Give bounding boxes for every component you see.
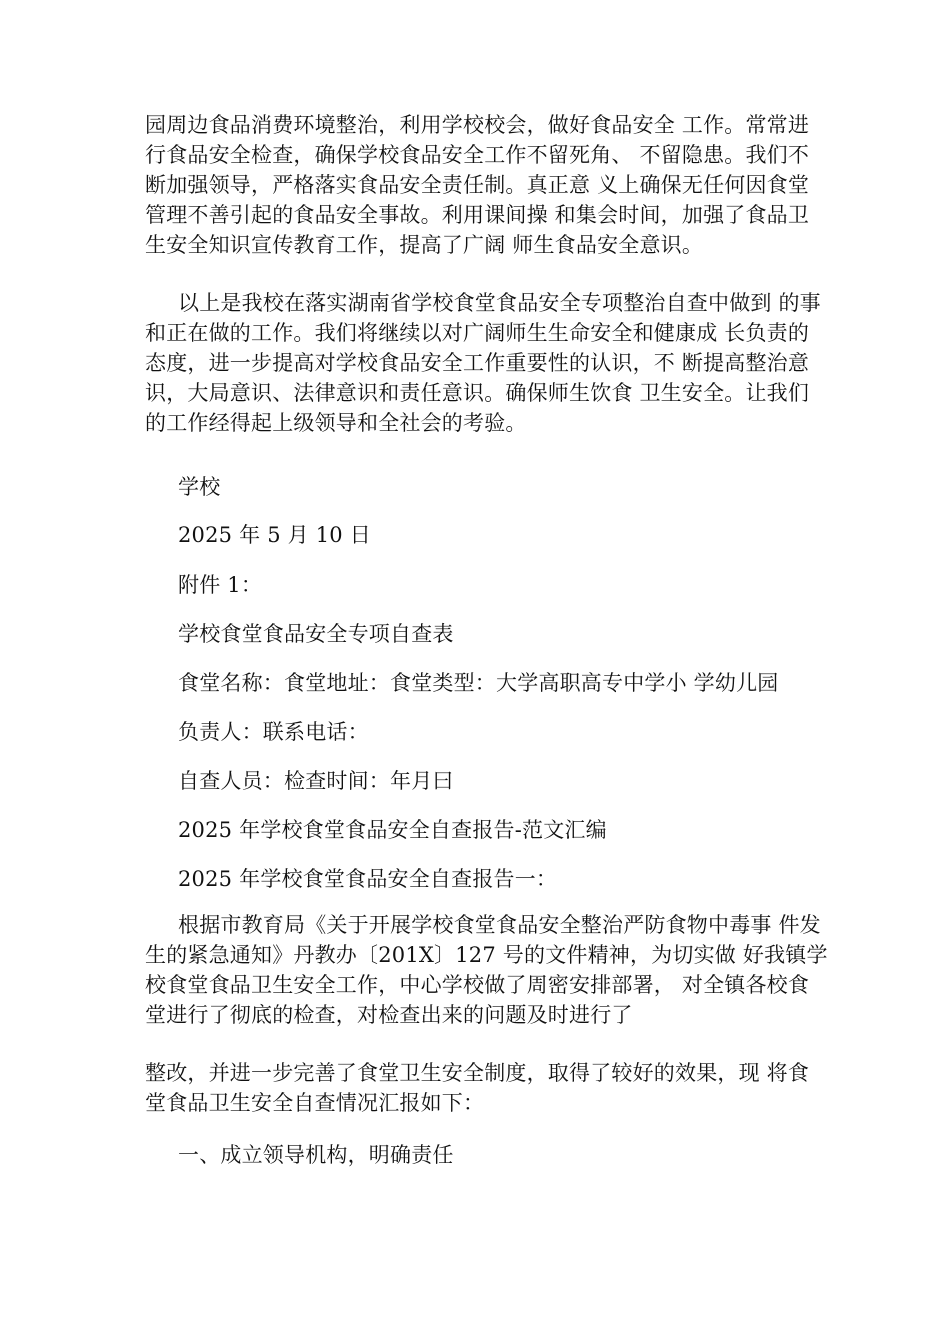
text-line: 的工作经得起上级领导和全社会的考验。 [145, 411, 527, 435]
body-paragraph [145, 288, 825, 438]
section-heading [178, 1140, 858, 1170]
text-line: 堂进行了彻底的检查，对检查出来的问题及时进行了 [145, 1003, 633, 1027]
attachment-title [178, 619, 858, 649]
body-paragraph [145, 910, 828, 1030]
text-line: 生安全知识宣传教育工作，提高了广阔 师生食品安全意识。 [145, 233, 704, 257]
form-field-line [178, 668, 858, 698]
signature-school [178, 472, 858, 502]
text-line: 校食堂食品卫生安全工作，中心学校做了周密安排部署， 对全镇各校食 [145, 973, 810, 997]
text-line: 态度，进一步提高对学校食品安全工作重要性的认识，不 断提高整治意 [145, 351, 810, 375]
body-paragraph [145, 1058, 825, 1118]
text-line: 断加强领导，严格落实食品安全责任制。真正意 义上确保无任何因食堂 [145, 173, 810, 197]
text-line: 生的紧急通知》丹教办〔201X〕127 号的文件精神，为切实做 好我镇学 [145, 943, 828, 967]
text-line: 园周边食品消费环境整治，利用学校校会，做好食品安全 工作。常常进 [145, 113, 810, 137]
text-line: 整改，并进一步完善了食堂卫生安全制度，取得了较好的效果，现 将食 [145, 1061, 810, 1085]
text-line: 和正在做的工作。我们将继续以对广阔师生生命安全和健康成 长负责的 [145, 321, 810, 345]
text-line: 2025 年学校食堂食品安全自查报告一： [178, 867, 558, 891]
text-line: 学校 [178, 475, 221, 499]
text-line: 堂食品卫生安全自查情况汇报如下： [145, 1091, 485, 1115]
text-line: 管理不善引起的食品安全事故。利用课间操 和集会时间，加强了食品卫 [145, 203, 810, 227]
section-title [178, 815, 858, 845]
text-line: 2025 年学校食堂食品安全自查报告-范文汇编 [178, 818, 607, 842]
text-line: 2025 年 5 月 10 日 [178, 523, 371, 547]
text-line: 一、成立领导机构，明确责任 [178, 1143, 454, 1167]
text-line: 负责人：联系电话： [178, 720, 369, 744]
form-field-line [178, 717, 858, 747]
text-line: 学校食堂食品安全专项自查表 [178, 622, 454, 646]
text-line: 识，大局意识、法律意识和责任意识。确保师生饮食 卫生安全。让我们 [145, 381, 810, 405]
document-date [178, 520, 858, 550]
report-heading [178, 864, 858, 894]
text-line: 自查人员：检查时间：年月曰 [178, 769, 454, 793]
form-field-line [178, 766, 858, 796]
attachment-label [178, 570, 858, 600]
text-line: 根据市教育局《关于开展学校食堂食品安全整治严防食物中毒事 件发 [178, 913, 821, 937]
text-line: 附件 1： [178, 573, 263, 597]
text-line: 食堂名称：食堂地址：食堂类型：大学高职高专中学小 学幼儿园 [178, 671, 779, 695]
text-line: 以上是我校在落实湖南省学校食堂食品安全专项整治自查中做到 的事 [178, 291, 821, 315]
body-paragraph [145, 110, 825, 260]
text-line: 行食品安全检查，确保学校食品安全工作不留死角、 不留隐患。我们不 [145, 143, 810, 167]
